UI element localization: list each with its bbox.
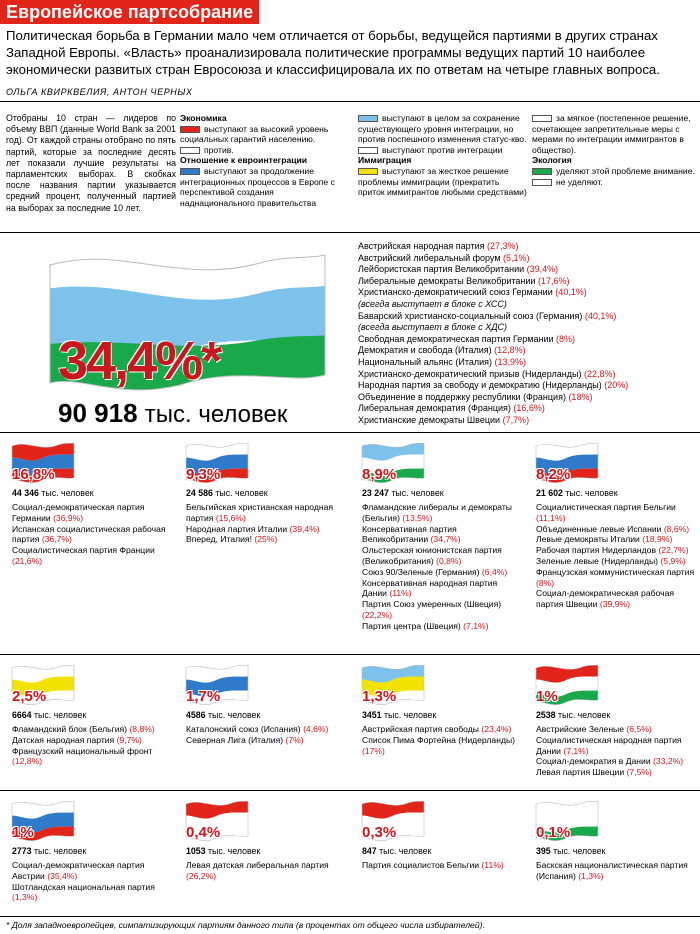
party-share: (34,7%)	[430, 534, 461, 545]
party-name: Свободная демократическая партия Германии	[358, 333, 554, 344]
party-name: Социалистическая партия Франции	[12, 545, 155, 556]
party-share: (8,8%)	[129, 724, 155, 734]
block-pop-number: 24 586	[186, 488, 213, 498]
party-name: Рабочая партия Нидерландов	[536, 545, 659, 556]
list-item	[536, 556, 698, 567]
footnote: * Доля западноевропейцев, симпатизирующих партиям данного типа (в процентах от общего числа избирателей).	[6, 920, 485, 930]
list-item	[358, 392, 698, 404]
list-item	[186, 534, 348, 545]
party-share: (11,1%)	[536, 512, 566, 523]
block-percent: 16,8%	[12, 466, 55, 483]
block-party-list	[12, 502, 174, 567]
block-pop-number: 847	[362, 846, 377, 856]
party-share: (17,6%)	[535, 275, 570, 286]
divider	[0, 432, 700, 433]
block-population	[536, 846, 605, 856]
party-name: Ольстерская юнионистская партия (Великобритания)	[362, 545, 502, 566]
party-name: Французская коммунистическая партия	[536, 566, 695, 577]
block-population	[362, 846, 431, 856]
legend-eco-yes: уделяют этой проблеме внимание.	[556, 165, 695, 176]
party-name: Партия центра (Швеция)	[362, 620, 464, 631]
block-percent: 8,2%	[536, 466, 571, 483]
party-share: (26,2%)	[186, 870, 217, 881]
white-swatch-icon	[532, 179, 552, 186]
party-name: Христианско-демократический союз Германии	[358, 287, 553, 298]
party-share: (27,3%)	[484, 241, 519, 251]
party-share: (5,1%)	[500, 252, 530, 263]
list-item	[186, 724, 348, 735]
main-population	[58, 398, 287, 429]
block-population	[12, 488, 94, 498]
party-share: (39,9%)	[599, 599, 630, 610]
list-item	[358, 241, 698, 253]
list-item	[536, 524, 698, 535]
block-percent: 1%	[12, 824, 34, 841]
party-share: (1,3%)	[12, 892, 38, 903]
white-swatch-icon	[532, 115, 552, 122]
party-share: (25%)	[254, 534, 278, 545]
page-title: Европейское партсобрание	[0, 0, 259, 24]
main-pop-number: 90 918	[58, 398, 138, 428]
list-item	[362, 578, 524, 600]
party-share: (12,8%)	[491, 345, 526, 356]
divider	[0, 916, 700, 917]
list-item	[362, 567, 524, 578]
party-name: Либеральные демократы Великобритании	[358, 275, 536, 286]
block-party-list	[536, 502, 698, 610]
legend-imm-title: Иммиграция	[358, 155, 412, 166]
party-share: (9,7%)	[116, 734, 142, 745]
party-name: Фламандские либералы и демократы (Бельгия)	[362, 502, 512, 523]
party-name: Баскская националистическая партия (Испания)	[536, 860, 688, 881]
list-item	[358, 311, 698, 323]
block-percent: 0,4%	[186, 824, 221, 841]
block-percent: 1%	[536, 688, 558, 705]
party-name: Левые демократы Италии	[536, 534, 643, 545]
list-item	[536, 735, 698, 757]
list-item	[358, 299, 698, 311]
legend-col-2	[358, 113, 528, 198]
party-share: (4,6%)	[303, 724, 329, 734]
block-percent: 2,5%	[12, 688, 47, 705]
legend-eco-no: не уделяют.	[556, 176, 603, 187]
legend-imm-strict: выступают за жесткое решение проблемы иммиграции (прекратить приток иммигрантов любыми средствами)	[358, 165, 527, 198]
block-pop-unit: тыс. человек	[212, 488, 268, 498]
green-swatch-icon	[532, 168, 552, 175]
list-item	[536, 545, 698, 556]
party-name: Объединенные левые Испании	[536, 523, 664, 534]
party-name: Левая датская либеральная партия	[186, 860, 329, 870]
party-share: (5,9%)	[660, 555, 686, 566]
block-population	[362, 710, 436, 720]
block-percent: 9,3%	[186, 466, 221, 483]
list-item	[358, 345, 698, 357]
list-item	[186, 502, 348, 524]
list-item	[186, 524, 348, 535]
party-share: (8%)	[553, 333, 576, 344]
party-name: Каталонский союз (Испания)	[186, 724, 304, 734]
party-name: Список Пима Фортейна (Нидерланды)	[362, 734, 516, 745]
lightblue-swatch-icon	[358, 115, 378, 122]
party-name: Испанская социалистическая рабочая партия	[12, 523, 166, 545]
methodology-text: Отобраны 10 стран — лидеров по объему ВВП (данные World Bank за 2001 год). От каждой страны отобрано по пять партий, которые за последние десять лет показали лучшие результаты на парламентских выборах. В скобках после названия партии указывается средний процент, полученный партией на выборах за последние 10 лет.	[6, 113, 176, 213]
party-name: Бельгийская христианская народная партия	[186, 502, 334, 523]
list-item	[186, 735, 348, 746]
party-share: (7,1%)	[463, 620, 489, 631]
party-share: (6,4%)	[481, 566, 508, 577]
block-pop-unit: тыс. человек	[376, 846, 432, 856]
party-name: Социал-демократическая партия Германии	[12, 502, 145, 523]
block-pop-number: 21 602	[536, 488, 563, 498]
list-item	[12, 502, 174, 524]
party-name: Социалистическая народная партия Дании	[536, 734, 682, 756]
divider	[0, 232, 700, 233]
party-share: (20%)	[601, 380, 629, 391]
party-share: (13,5%)	[402, 512, 433, 523]
party-name: Левая партия Швеции	[536, 767, 627, 778]
legend-col-1	[180, 113, 350, 208]
party-name: Французский национальный фронт	[12, 745, 153, 756]
party-share: (39,4%)	[524, 264, 559, 275]
party-name: Консервативная народная партия Дании	[362, 577, 498, 599]
block-pop-number: 2773	[12, 846, 32, 856]
list-item	[536, 534, 698, 545]
party-name: Австрийская народная партия	[358, 241, 485, 251]
party-name: Датская народная партия	[12, 734, 117, 745]
list-item	[362, 599, 524, 621]
list-item	[362, 860, 524, 871]
party-name: (всегда выступает в блоке с ХСС)	[358, 298, 507, 309]
legend-economy-for: выступают за высокий уровень социальных гарантий населению.	[180, 123, 329, 145]
party-share: (7%)	[285, 734, 304, 745]
party-share: (6,5%)	[626, 724, 652, 734]
main-percent: 34,4%*	[58, 331, 221, 391]
block-population	[186, 710, 260, 720]
block-percent: 1,7%	[186, 688, 221, 705]
party-name: Социал-демократия в Дании	[536, 756, 654, 767]
list-item	[358, 415, 698, 427]
party-share: (33,2%)	[653, 756, 684, 767]
block-party-list	[362, 724, 524, 756]
block-pop-unit: тыс. человек	[205, 846, 261, 856]
party-name: Австрийские Зеленые	[536, 724, 627, 734]
block-pop-unit: тыс. человек	[38, 488, 94, 498]
party-share: (7,7%)	[500, 414, 530, 425]
legend-eu-for: выступают за продолжение интеграционных процессов в Европе с перспективой создания наднационального правительства	[180, 165, 335, 208]
party-share: (15,6%)	[215, 512, 246, 523]
party-share: (18,9%)	[642, 534, 673, 545]
list-item	[358, 403, 698, 415]
block-population	[362, 488, 444, 498]
party-name: Зеленые левые (Нидерланды)	[536, 555, 661, 566]
party-name: Вперед, Италия!	[186, 534, 255, 545]
list-item	[358, 264, 698, 276]
party-name: Союз 90/Зеленые (Германия)	[362, 566, 482, 577]
block-pop-unit: тыс. человек	[562, 488, 618, 498]
block-pop-number: 2538	[536, 710, 556, 720]
block-party-list	[186, 724, 348, 746]
party-share: (18%)	[565, 391, 593, 402]
legend-eu-keep: выступают в целом за сохранение существующего уровня интеграции, но против поспешного изменения статус-кво.	[358, 113, 527, 145]
party-name: Баварский христианско-социальный союз (Германия)	[358, 310, 583, 321]
block-pop-number: 1053	[186, 846, 206, 856]
divider	[0, 101, 700, 102]
party-name: Народная партия Италии	[186, 523, 290, 534]
party-share: (35,4%)	[47, 870, 78, 881]
authors: ОЛЬГА КВИРКВЕЛИЯ, АНТОН ЧЕРНЫХ	[6, 87, 193, 97]
list-item	[536, 860, 698, 882]
list-item	[536, 502, 698, 524]
block-population	[186, 488, 268, 498]
block-percent: 0,1%	[536, 824, 571, 841]
block-pop-number: 3451	[362, 710, 382, 720]
party-name: (всегда выступает в блоке с ХДС)	[358, 322, 508, 333]
list-item	[362, 524, 524, 546]
list-item	[12, 724, 174, 735]
block-population	[12, 710, 86, 720]
party-name: Австрийская партия свободы	[362, 724, 482, 734]
block-party-list	[12, 724, 174, 767]
party-share: (11%)	[389, 588, 412, 599]
main-party-list	[358, 241, 698, 427]
party-share: (7,1%)	[563, 745, 589, 756]
red-swatch-icon	[180, 126, 200, 133]
party-share: (23,4%)	[481, 724, 512, 734]
list-item	[358, 369, 698, 381]
block-pop-unit: тыс. человек	[555, 710, 611, 720]
party-share: (40,1%)	[552, 287, 587, 298]
list-item	[12, 735, 174, 746]
party-name: Социал-демократическая партия Австрии	[12, 860, 145, 881]
block-pop-number: 4586	[186, 710, 206, 720]
block-pop-number: 23 247	[362, 488, 389, 498]
party-share: (16,6%)	[510, 403, 545, 414]
list-item	[536, 767, 698, 778]
list-item	[362, 724, 524, 735]
list-item	[358, 380, 698, 392]
party-share: (13,9%)	[492, 356, 527, 367]
block-party-list	[362, 860, 524, 871]
divider	[0, 654, 700, 655]
list-item	[536, 724, 698, 735]
party-share: (36,7%)	[41, 534, 72, 545]
block-party-list	[362, 502, 524, 632]
party-name: Консервативная партия Великобритании	[362, 523, 457, 545]
party-name: Демократия и свобода (Италия)	[358, 345, 492, 356]
intro-text: Политическая борьба в Германии мало чем отличается от борьбы, ведущейся партиями в других странах Западной Европы. «Власть» проанализировала политические программы ведущих партий 10 наиболее экономически развитых стран Евросоюза и классифицировала их по ответам на четыре главных вопроса.	[6, 28, 660, 77]
block-party-list	[536, 860, 698, 882]
block-population	[536, 488, 618, 498]
legend-economy-against: против.	[204, 144, 234, 155]
blue-swatch-icon	[180, 168, 200, 175]
block-population	[536, 710, 610, 720]
block-party-list	[186, 860, 348, 882]
white-swatch-icon	[358, 147, 378, 154]
party-name: Партия социалистов Бельгии	[362, 860, 482, 870]
party-share: (40,1%)	[582, 310, 617, 321]
party-share: (8%)	[536, 577, 555, 588]
block-pop-unit: тыс. человек	[205, 710, 261, 720]
block-percent: 1,3%	[362, 688, 397, 705]
legend-col-3	[532, 113, 698, 187]
party-name: Христианские демократы Швеции	[358, 414, 501, 425]
block-party-list	[12, 860, 174, 903]
block-percent: 8,9%	[362, 466, 397, 483]
party-share: (17%)	[362, 745, 385, 756]
party-share: (39,4%)	[289, 523, 320, 534]
white-swatch-icon	[180, 147, 200, 154]
list-item	[12, 524, 174, 546]
legend-economy-title: Экономика	[180, 113, 227, 123]
block-pop-unit: тыс. человек	[381, 710, 437, 720]
list-item	[358, 253, 698, 265]
party-share: (12,8%)	[12, 756, 43, 767]
legend-eu-title: Отношение к евроинтеграции	[180, 155, 308, 166]
block-population	[186, 846, 260, 856]
list-item	[186, 860, 348, 882]
party-share: (7,5%)	[626, 767, 652, 778]
block-party-list	[536, 724, 698, 778]
party-share: (0,8%)	[436, 555, 462, 566]
party-name: Христианско-демократический призыв (Нидерланды)	[358, 368, 582, 379]
block-pop-number: 6664	[12, 710, 32, 720]
party-share: (8,6%)	[663, 523, 690, 534]
party-name: Народная партия за свободу и демократию (Нидерланды)	[358, 380, 602, 391]
list-item	[362, 545, 524, 567]
list-item	[358, 322, 698, 334]
block-pop-unit: тыс. человек	[31, 710, 87, 720]
party-name: Социал-демократическая рабочая партия Швеции	[536, 588, 675, 610]
yellow-swatch-icon	[358, 168, 378, 175]
party-name: Национальный альянс (Италия)	[358, 356, 493, 367]
list-item	[12, 882, 174, 904]
list-item	[536, 567, 698, 589]
divider	[0, 790, 700, 791]
main-pop-unit: тыс. человек	[144, 401, 288, 428]
list-item	[536, 588, 698, 610]
block-pop-unit: тыс. человек	[388, 488, 444, 498]
party-share: (22,8%)	[581, 368, 616, 379]
party-name: Лейбористская партия Великобритании	[358, 264, 525, 275]
block-pop-number: 395	[536, 846, 551, 856]
legend-eco-title: Экология	[532, 155, 572, 166]
block-pop-unit: тыс. человек	[550, 846, 606, 856]
list-item	[12, 545, 174, 567]
list-item	[358, 334, 698, 346]
party-share: (22,7%)	[658, 545, 689, 556]
list-item	[12, 746, 174, 768]
list-item	[536, 756, 698, 767]
list-item	[12, 860, 174, 882]
block-party-list	[186, 502, 348, 545]
list-item	[358, 276, 698, 288]
party-name: Объединение в поддержку республики (Франция)	[358, 391, 566, 402]
list-item	[358, 357, 698, 369]
block-pop-number: 44 346	[12, 488, 39, 498]
legend-imm-soft: за мягкое (постепенное решение, сочетающее запретительные меры с мерами по интеграции иммигрантов в общество).	[532, 113, 691, 155]
party-share: (21,6%)	[12, 555, 43, 566]
party-name: Либеральная демократия (Франция)	[358, 403, 511, 414]
party-share: (36,9%)	[53, 512, 84, 523]
party-name: Шотландская национальная партия	[12, 881, 155, 892]
list-item	[358, 287, 698, 299]
party-share: (22,2%)	[362, 609, 393, 620]
party-share: (1,3%)	[578, 870, 604, 881]
party-name: Социалистическая партия Бельгии	[536, 502, 676, 512]
block-population	[12, 846, 86, 856]
party-share: (11%)	[481, 860, 504, 870]
legend-eu-against: выступают против интеграции	[382, 144, 503, 155]
party-name: Фламандский блок (Бельгия)	[12, 724, 130, 734]
party-name: Северная Лига (Италия)	[186, 734, 286, 745]
list-item	[362, 502, 524, 524]
list-item	[362, 621, 524, 632]
party-name: Австрийский либеральный форум	[358, 252, 501, 263]
block-percent: 0,3%	[362, 824, 397, 841]
block-pop-unit: тыс. человек	[31, 846, 87, 856]
list-item	[362, 735, 524, 757]
party-name: Партия Союз умеренных (Швеция)	[362, 599, 502, 610]
